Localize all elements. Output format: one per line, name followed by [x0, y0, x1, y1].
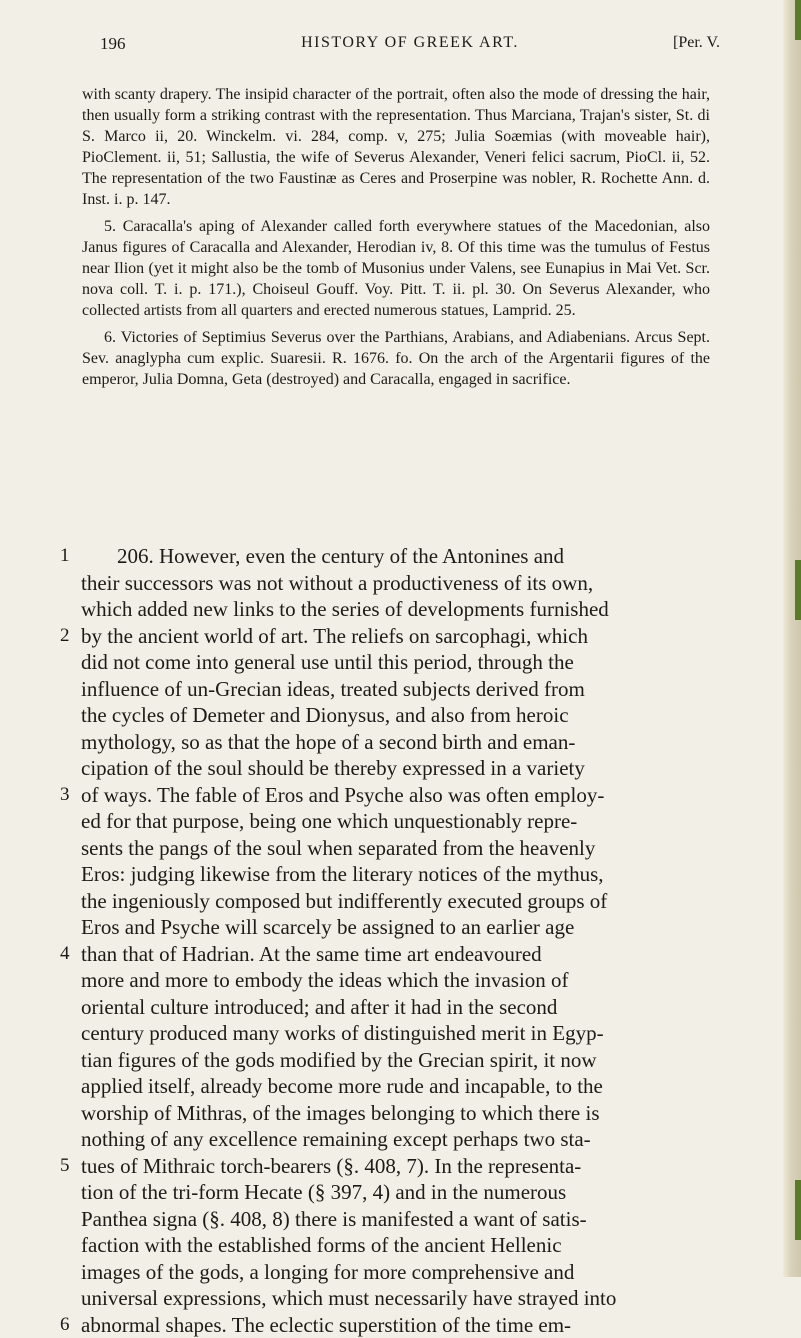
line-text: universal expressions, which must necessarily have strayed into	[81, 1286, 616, 1310]
line-text: sents the pangs of the soul when separated from the heavenly	[81, 836, 595, 860]
line-text: did not come into general use until this period, through the	[81, 650, 574, 674]
line-text: ed for that purpose, being one which unquestionably repre-	[81, 809, 577, 833]
text-line	[60, 543, 720, 570]
line-text: by the ancient world of art. The reliefs on sarcophagi, which	[81, 624, 588, 648]
line-text: worship of Mithras, of the images belonging to which there is	[81, 1101, 600, 1125]
line-text: applied itself, already become more rude and incapable, to the	[81, 1074, 603, 1098]
line-text: oriental culture introduced; and after it had in the second	[81, 995, 557, 1019]
line-text: 206. However, even the century of the Antonines and	[117, 544, 564, 568]
line-text: which added new links to the series of developments furnished	[81, 597, 609, 621]
note-paragraph	[82, 216, 710, 321]
running-title: HISTORY OF GREEK ART.	[100, 34, 720, 52]
text-line	[60, 702, 720, 729]
page-edge	[783, 0, 801, 1277]
text-line	[60, 1073, 720, 1100]
note-text: with scanty drapery. The insipid character of the portrait, often also the mode of dressing the hair, then usually form a striking contrast with the representation. Thus Marciana, Trajan's sister, St. di S. Marco ii, 20. Winckelm. vi. 284, comp. v, 275; Julia Soæmias (with moveable hair), PioClement. ii, 51; Sallustia, the wife of Severus Alexander, Veneri felici sacrum, PioCl. ii, 52. The representation of the two Faustinæ as Ceres and Proserpine was nobler, R. Rochette Ann. d. Inst. i. p. 147.	[82, 84, 710, 210]
note-text: 6. Victories of Septimius Severus over the Parthians, Arabians, and Adiabenians. Arcus Sept. Sev. anaglypha cum explic. Suaresii. R. 1676. fo. On the arch of the Argentarii figures of the emperor, Julia Domna, Geta (destroyed) and Caracalla, engaged in sacrifice.	[82, 327, 710, 390]
margin-number: 4	[60, 941, 78, 968]
line-text: the cycles of Demeter and Dionysus, and also from heroic	[81, 703, 569, 727]
text-line	[60, 1047, 720, 1074]
section-marker: [Per. V.	[673, 34, 720, 52]
text-line	[60, 596, 720, 623]
line-text: Panthea signa (§. 408, 8) there is manifested a want of satis-	[81, 1207, 587, 1231]
text-line	[60, 994, 720, 1021]
text-line	[60, 861, 720, 888]
text-line	[60, 755, 720, 782]
text-line	[60, 1020, 720, 1047]
line-text: Eros and Psyche will scarcely be assigned to an earlier age	[81, 915, 574, 939]
line-text: century produced many works of distinguished merit in Egyp-	[81, 1021, 604, 1045]
line-text: more and more to embody the ideas which the invasion of	[81, 968, 569, 992]
text-line	[60, 941, 720, 968]
margin-number: 5	[60, 1153, 78, 1180]
running-header	[100, 34, 720, 60]
line-text: tian figures of the gods modified by the Grecian spirit, it now	[81, 1048, 597, 1072]
line-text: influence of un-Grecian ideas, treated subjects derived from	[81, 677, 585, 701]
line-text: Eros: judging likewise from the literary notices of the mythus,	[81, 862, 604, 886]
text-line	[60, 835, 720, 862]
line-text: the ingeniously composed but indifferently executed groups of	[81, 889, 607, 913]
text-line	[60, 1312, 720, 1338]
text-line	[60, 1285, 720, 1312]
text-line	[60, 914, 720, 941]
text-line	[60, 649, 720, 676]
line-text: cipation of the soul should be thereby expressed in a variety	[81, 756, 585, 780]
text-line	[60, 1100, 720, 1127]
text-line	[60, 676, 720, 703]
text-line	[60, 623, 720, 650]
page-number: 196	[100, 34, 126, 54]
note-paragraph	[82, 327, 710, 390]
text-line	[60, 1126, 720, 1153]
line-text: abnormal shapes. The eclectic superstition of the time em-	[81, 1313, 571, 1337]
text-line	[60, 570, 720, 597]
text-line	[60, 1232, 720, 1259]
text-line	[60, 1179, 720, 1206]
line-text: mythology, so as that the hope of a second birth and eman-	[81, 730, 575, 754]
edge-tab	[795, 560, 801, 620]
line-text: than that of Hadrian. At the same time art endeavoured	[81, 942, 542, 966]
text-line	[60, 782, 720, 809]
line-text: faction with the established forms of the ancient Hellenic	[81, 1233, 562, 1257]
line-text: tion of the tri-form Hecate (§ 397, 4) and in the numerous	[81, 1180, 566, 1204]
text-line	[60, 967, 720, 994]
text-line	[60, 808, 720, 835]
text-line	[60, 888, 720, 915]
note-paragraph	[82, 84, 710, 210]
text-line	[60, 729, 720, 756]
line-text: of ways. The fable of Eros and Psyche also was often employ-	[81, 783, 604, 807]
note-text: 5. Caracalla's aping of Alexander called forth everywhere statues of the Macedonian, also Janus figures of Caracalla and Alexander, Herodian iv, 8. Of this time was the tumulus of Festus near Ilion (yet it might also be the tomb of Musonius under Valens, see Eunapius in Mai Vet. Scr. nova coll. T. i. p. 171.), Choiseul Gouff. Voy. Pitt. T. ii. pl. 30. On Severus Alexander, who collected artists from all quarters and erected numerous statues, Lamprid. 25.	[82, 216, 710, 321]
margin-number: 1	[60, 543, 78, 570]
text-line	[60, 1206, 720, 1233]
margin-number: 6	[60, 1312, 78, 1338]
text-line	[60, 1153, 720, 1180]
edge-tab	[795, 1180, 801, 1240]
main-text	[60, 543, 720, 1338]
line-text: images of the gods, a longing for more comprehensive and	[81, 1260, 574, 1284]
footnotes	[82, 84, 710, 396]
line-text: their successors was not without a productiveness of its own,	[81, 571, 593, 595]
text-line	[60, 1259, 720, 1286]
margin-number: 2	[60, 623, 78, 650]
line-text: nothing of any excellence remaining except perhaps two sta-	[81, 1127, 591, 1151]
margin-number: 3	[60, 782, 78, 809]
line-text: tues of Mithraic torch-bearers (§. 408, 7). In the representa-	[81, 1154, 581, 1178]
edge-tab	[795, 0, 801, 40]
